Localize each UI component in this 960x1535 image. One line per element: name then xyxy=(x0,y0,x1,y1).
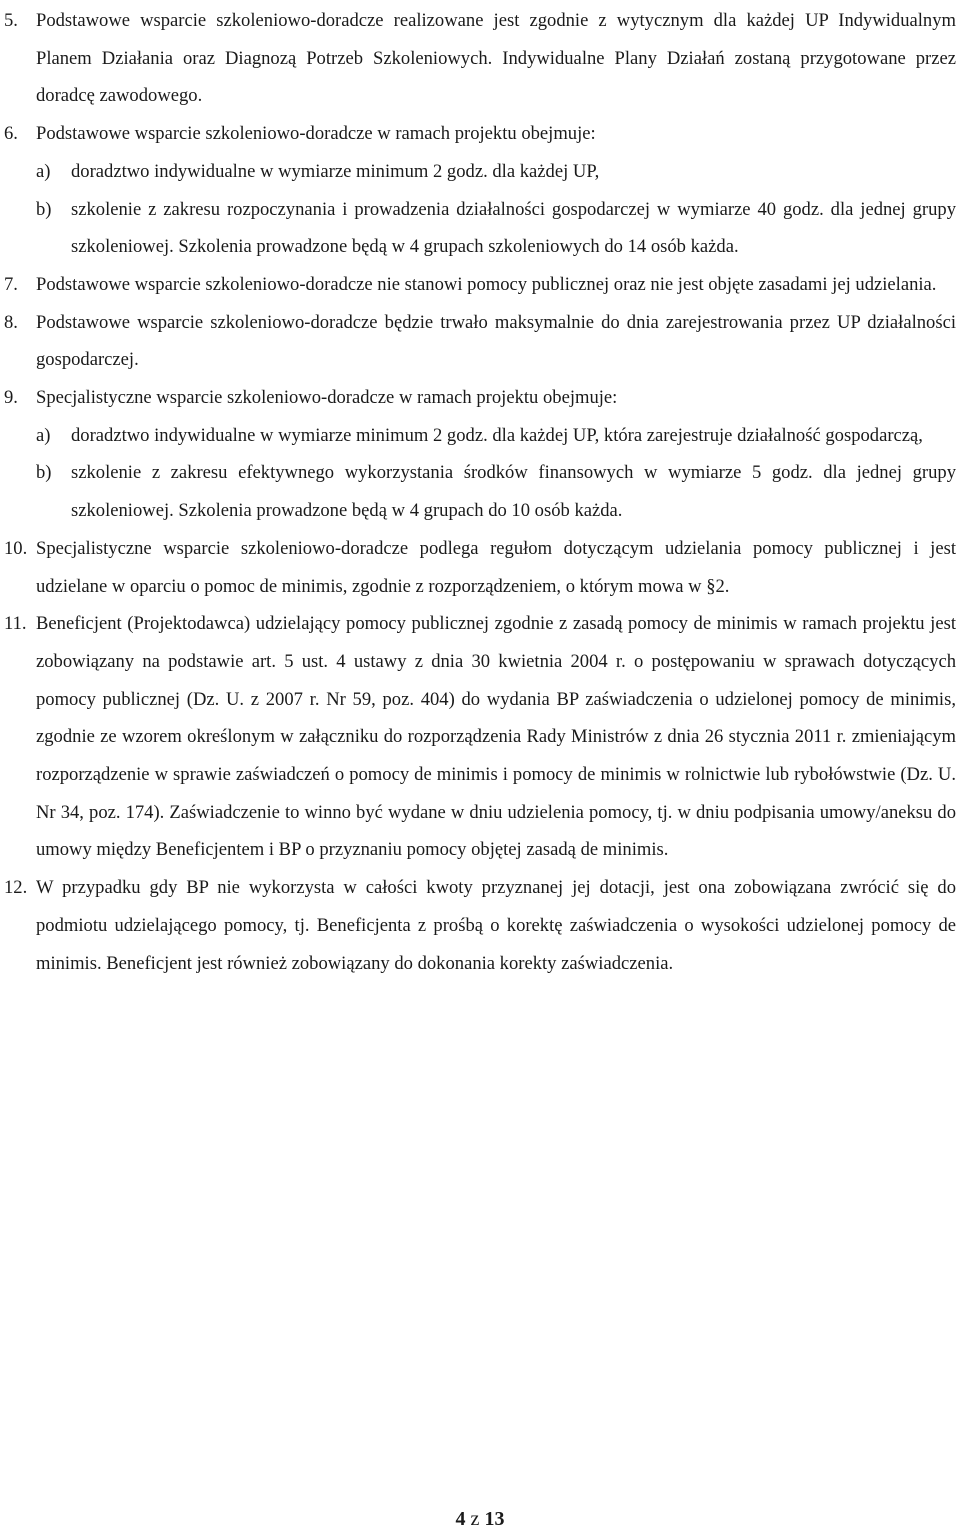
item-number: 6. xyxy=(4,123,18,145)
item-text: Specjalistyczne wsparcie szkoleniowo-doradcze podlega regułom dotyczącym udzielania pomocy publicznej i jest udzielane w oparciu o pomoc de minimis, zgodnie z rozporządzeniem, o którym mowa w §2. xyxy=(36,537,956,597)
sub-item-text: doradztwo indywidualne w wymiarze minimum 2 godz. dla każdej UP, która zarejestruje działalność gospodarczą, xyxy=(71,424,923,446)
item-text: Podstawowe wsparcie szkoleniowo-doradcze w ramach projektu obejmuje: xyxy=(36,123,596,145)
sub-item-a xyxy=(36,153,956,191)
list-item-9 xyxy=(0,379,956,530)
page-separator: z xyxy=(470,1508,480,1530)
item-number: 12. xyxy=(4,877,28,899)
item-number: 11. xyxy=(4,613,27,635)
list-item-6 xyxy=(0,115,956,266)
page-number xyxy=(0,1508,960,1531)
sub-item-label: a) xyxy=(36,424,51,446)
item-text: Specjalistyczne wsparcie szkoleniowo-doradcze w ramach projektu obejmuje: xyxy=(36,387,618,409)
sub-item-label: a) xyxy=(36,160,51,182)
list-item-10 xyxy=(0,530,956,605)
item-number: 8. xyxy=(4,311,18,333)
item-number: 7. xyxy=(4,273,18,295)
sub-item-a xyxy=(36,417,956,455)
item-text: Podstawowe wsparcie szkoleniowo-doradcze nie stanowi pomocy publicznej oraz nie jest objęte zasadami jej udzielania. xyxy=(36,273,937,295)
page-total: 13 xyxy=(484,1508,505,1530)
list-item-8 xyxy=(0,304,956,379)
item-text: Podstawowe wsparcie szkoleniowo-doradcze będzie trwało maksymalnie do dnia zarejestrowania przez UP działalności gospodarczej. xyxy=(36,311,956,371)
sub-item-text: szkolenie z zakresu rozpoczynania i prowadzenia działalności gospodarczej w wymiarze 40 godz. dla jednej grupy szkoleniowej. Szkolenia prowadzone będą w 4 grupach szkoleniowych do 14 osób każda. xyxy=(71,198,956,258)
item-number: 9. xyxy=(4,387,18,409)
sub-item-b xyxy=(36,191,956,266)
sub-item-text: szkolenie z zakresu efektywnego wykorzystania środków finansowych w wymiarze 5 godz. dla jednej grupy szkoleniowej. Szkolenia prowadzone będą w 4 grupach do 10 osób każda. xyxy=(71,462,956,522)
sub-item-b xyxy=(36,454,956,529)
list-item-5 xyxy=(0,2,956,115)
sub-item-label: b) xyxy=(36,198,52,220)
item-text: Beneficjent (Projektodawca) udzielający pomocy publicznej zgodnie z zasadą pomocy de minimis w ramach projektu jest zobowiązany na podstawie art. 5 ust. 4 ustawy z dnia 30 kwietnia 2004 r. o postępowaniu w sprawach dotyczących pomocy publicznej (Dz. U. z 2007 r. Nr 59, poz. 404) do wydania BP zaświadczenia o udzielonej pomocy de minimis, zgodnie ze wzorem określonym w załączniku do rozporządzenia Rady Ministrów z dnia 26 stycznia 2011 r. zmieniającym rozporządzenie w sprawie zaświadczeń o pomocy de minimis i pomocy de minimis w rolnictwie lub rybołówstwie (Dz. U. Nr 34, poz. 174). Zaświadczenie to winno być wydane w dniu udzielenia pomocy, tj. w dniu podpisania umowy/aneksu do umowy między Beneficjentem i BP o przyznaniu pomocy objętej zasadą de minimis. xyxy=(36,613,956,861)
list-item-7 xyxy=(0,266,956,304)
item-text: Podstawowe wsparcie szkoleniowo-doradcze realizowane jest zgodnie z wytycznym dla każdej UP Indywidualnym Planem Działania oraz Diagnozą Potrzeb Szkoleniowych. Indywidualne Plany Działań zostaną przygotowane przez doradcę zawodowego. xyxy=(36,10,956,107)
document-body xyxy=(0,2,960,982)
item-number: 10. xyxy=(4,537,28,559)
page-current: 4 xyxy=(455,1508,466,1530)
item-text: W przypadku gdy BP nie wykorzysta w całości kwoty przyznanej jej dotacji, jest ona zobowiązana zwrócić się do podmiotu udzielającego pomocy, tj. Beneficjenta z prośbą o korektę zaświadczenia o wysokości udzielonej pomocy de minimis. Beneficjent jest również zobowiązany do dokonania korekty zaświadczenia. xyxy=(36,877,956,974)
list-item-11 xyxy=(0,605,956,869)
sub-item-text: doradztwo indywidualne w wymiarze minimum 2 godz. dla każdej UP, xyxy=(71,160,600,182)
item-number: 5. xyxy=(4,10,18,31)
sub-item-label: b) xyxy=(36,462,52,484)
list-item-12 xyxy=(0,869,956,982)
